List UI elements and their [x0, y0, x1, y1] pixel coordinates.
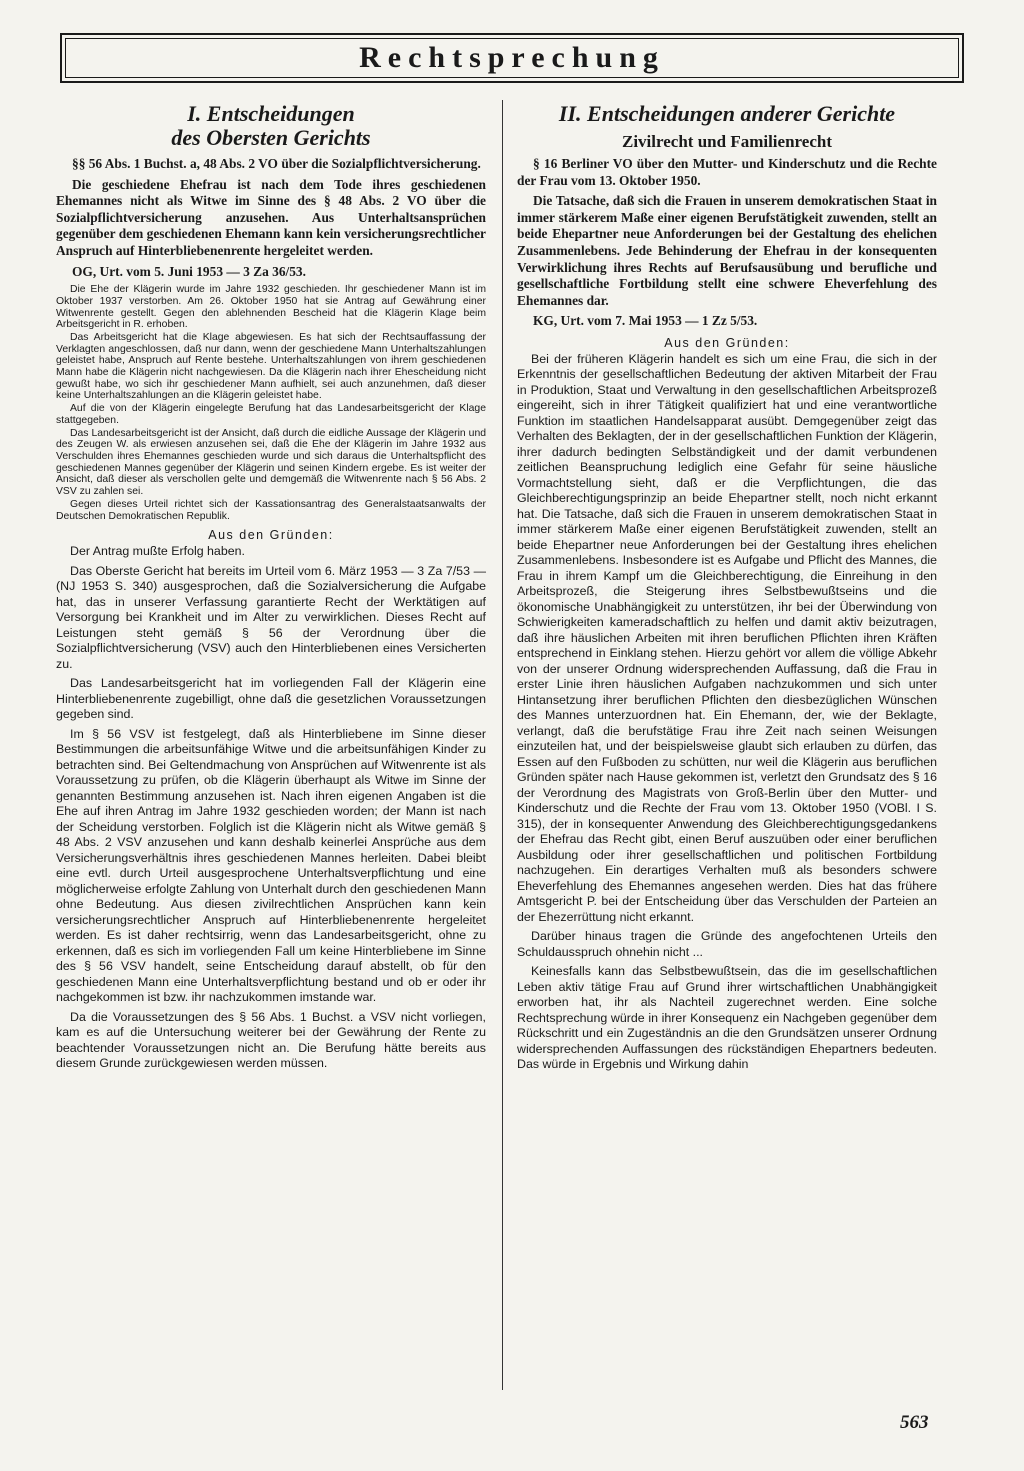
page-number: 563 — [900, 1412, 929, 1433]
left-grounds-heading: Aus den Gründen: — [208, 528, 334, 543]
right-grounds-paragraph: Bei der früheren Klägerin handelt es sich um eine Frau, die sich in der Erkenntnis der gesellschaftlichen Bedeutung der aktiven Mitarbeit der Frau in Produktion, Staat und Verwaltung in den gesellschaftlichen Arbeitsprozeß eingereiht, sich in ihrer Tätigkeit qualifiziert hat und eine verantwortliche Funktion im staatlichen Handelsapparat ausübt. Demgegenüber zeigt das Verhalten des Beklagten, der in der gesellschaftlichen Funktion der Klägerin, ihrer dadurch bedingten Selbständigkeit und der damit verbundenen zeitlichen Beanspruchung lediglich eine Gefahr für seine häusliche Vormachtstellung sieht, daß er die Verpflichtungen, die das Gleichberechtigungsprinzip an beide Ehepartner stellt, noch nicht erkannt hat. Die Tatsache, daß sich die Frauen in unserem demokratischen Staat in immer stärkerem Maße einer eigenen Berufstätigkeit zuwenden, stellt an beide Ehepartner neue Anforderungen bei der Gestaltung ihres ehelichen Zusammenlebens. Insbesondere ist es Aufgabe und Pflicht des Mannes, die Frau in ihrem Kampf um die Gleichberechtigung, die Einreihung in den Arbeitsprozeß, die Steigerung ihres Selbstbewußtseins und die ökonomische Unabhängigkeit zu unterstützen, ihr bei der Überwindung von Schwierigkeiten kameradschaftlich zu helfen und damit aktiv beizutragen, daß ihre häuslichen Arbeiten mit ihren beruflichen Pflichten ihren Kräften entsprechend in Einklang stehen. Hierzu gehört vor allem die völlige Abkehr von der unserer Ordnung widersprechenden Auffassung, daß die Frau in erster Linie ihren häuslichen Aufgaben nachzukommen und sich unter Hintansetzung ihrer beruflichen Pflichten den diesbezüglichen Wünschen des Mannes unterzuordnen hat. Ein Ehemann, der, wie der Beklagte, verlangt, daß die berufstätige Frau ihre Zeit nach seinen Weisungen einzuteilen hat, und der beispielsweise glaubt sich erlauben zu dürfen, das Essen auf den Fußboden zu schütten, nur weil die Klägerin aus beruflichen Gründen später nach Hause gekommen ist, verletzt den Grundsatz des § 16 der Verordnung des Magistrats von Groß-Berlin über den Mutter- und Kinderschutz und die Rechte der Frau vom 13. Oktober 1950 (VOBl. I S. 315), der in konsequenter Anwendung des Gleichberechtigungsgedankens der Ehefrau das Recht gibt, einen Beruf auszuüben oder einer beruflichen Ausbildung oder ihrer gesellschaftlichen und politischen Fortbildung nachzugehen. Ein derartiges Verhalten muß als besonders schwere Eheverfehlung des Ehemannes angesehen werden. Dies hat das frühere Amtsgericht P. bei der Entscheidung über das Verschulden der Parteien an der Ehezerrüttung nicht erkannt. — [517, 351, 937, 924]
right-statute: § 16 Berliner VO über den Mutter- und Kinderschutz und die Rechte der Frau vom 13. Oktober 1950. — [517, 156, 937, 188]
left-headnote: Die geschiedene Ehefrau ist nach dem Tode ihres geschiedenen Ehemannes nicht als Witwe im Sinne des § 48 Abs. 2 VO über die Sozialpflichtversicherung anzusehen. Aus Unterhaltsansprüchen gegenüber dem geschiedenen Ehemann kann kein versicherungsrechtlicher Anspruch auf Hinterbliebenenrente hergeleitet werden. — [56, 176, 486, 258]
left-facts-paragraph: Die Ehe der Klägerin wurde im Jahre 1932 geschieden. Ihr geschiedener Mann ist im Oktober 1937 verstorben. Am 26. Oktober 1950 hat sie Antrag auf Gewährung einer Witwenrente gestellt. Gegen den ablehnenden Bescheid hat die Klägerin Klage beim Arbeitsgericht in R. erhoben. — [56, 284, 486, 331]
left-column — [56, 100, 486, 1076]
left-facts-paragraph: Das Arbeitsgericht hat die Klage abgewiesen. Es hat sich der Rechtsauffassung der Verklagten angeschlossen, daß nur dann, wenn der geschiedene Mann Unterhaltszahlungen geleistet habe, Anspruch auf Rente bestehe. Unterhaltszahlungen von ihrem geschiedenen Mann habe die Klägerin nicht nachgewiesen. Da die Klägerin nach ihrer Ehescheidung nicht gewußt habe, wo sich ihr geschiedener Mann aufhielt, sei auch anzunehmen, daß dieser keine Unterhaltszahlungen an die Klägerin geleistet habe. — [56, 331, 486, 402]
left-facts-paragraph: Gegen dieses Urteil richtet sich der Kassationsantrag des Generalstaatsanwalts der Deutschen Demokratischen Republik. — [56, 498, 486, 522]
left-statute: §§ 56 Abs. 1 Buchst. a, 48 Abs. 2 VO über die Sozialpflichtversicherung. — [72, 156, 481, 171]
right-grounds-paragraph: Keinesfalls kann das Selbstbewußtsein, das die im gesellschaftlichen Leben aktiv tätige Frau auf Grund ihrer wirtschaftlichen Unabhängigkeit erworben hat, ihr als Nachteil zugerechnet werden. Eine solche Rechtsprechung würde in ihrer Konsequenz ein Nachgeben gegenüber dem Rückschritt und ein Zugeständnis an die den Grundsätzen unserer Ordnung widersprechenden Auffassungen des rückständigen Ehepartners bedeuten. Das würde in Ergebnis und Wirkung dahin — [517, 964, 937, 1072]
right-grounds-heading: Aus den Gründen: — [664, 335, 790, 350]
right-citation: KG, Urt. vom 7. Mai 1953 — 1 Zz 5/53. — [533, 313, 758, 329]
right-column — [517, 100, 937, 1077]
section-title: Rechtsprechung — [359, 41, 665, 74]
left-heading — [56, 102, 486, 150]
section-title-box — [60, 33, 964, 83]
left-heading-line2: des Obersten Gerichts — [171, 125, 371, 150]
left-grounds-paragraph: Der Antrag mußte Erfolg haben. — [70, 544, 245, 559]
right-grounds-paragraph: Darüber hinaus tragen die Gründe des angefochtenen Urteils den Schuldausspruch ohnehin nicht ... — [517, 929, 937, 959]
left-grounds-paragraph: Das Landesarbeitsgericht hat im vorliegenden Fall der Klägerin eine Hinterbliebenenrente zugebilligt, ohne daß die gesetzlichen Voraussetzungen gegeben sind. — [56, 676, 486, 722]
right-headnote: Die Tatsache, daß sich die Frauen in unserem demokratischen Staat in immer stärkerem Maße einer eigenen Berufstätigkeit zuwenden, stellt an beide Ehepartner neue Anforderungen bei der Gestaltung des ehelichen Zusammenlebens. Jede Behinderung der Ehefrau in der konsequenten Verwirklichung ihres Rechts auf Berufsausübung und berufliche und gesellschaftliche Fortbildung stellt eine schwere Eheverfehlung des Ehemannes dar. — [517, 193, 937, 308]
left-grounds-paragraph: Das Oberste Gericht hat bereits im Urteil vom 6. März 1953 — 3 Za 7/53 — (NJ 1953 S. 340) ausgesprochen, daß die Sozialversicherung die Aufgabe hat, das in unserer Verfassung garantierte Recht der Werktätigen auf Versorgung bei Krankheit und im Alter zu verwirklichen. Dieses Recht auf Leistungen steht gemäß § 56 der Verordnung über die Sozialpflichtversicherung (VSV) auch den Hinterbliebenen eines Versicherten zu. — [56, 563, 486, 671]
right-subheading: Zivilrecht und Familienrecht — [622, 132, 832, 151]
left-facts-paragraph: Das Landesarbeitsgericht ist der Ansicht, daß durch die eidliche Aussage der Klägerin und des Zeugen W. als erwiesen anzusehen sei, daß die Ehe der Klägerin im Jahre 1932 aus Verschulden ihres Ehemannes geschieden wurde und sich daraus die Unterhaltspflicht des geschiedenen Mannes gegenüber der Klägerin und seinen Kindern ergebe. Es ist weiter der Ansicht, daß dieser als verschollen gelte und demgemäß die Witwenrente nach § 56 Abs. 2 VSV zu zahlen sei. — [56, 427, 486, 498]
left-heading-line1: I. Entscheidungen — [187, 101, 355, 126]
left-citation: OG, Urt. vom 5. Juni 1953 — 3 Za 36/53. — [72, 263, 306, 279]
left-facts-paragraph: Auf die von der Klägerin eingelegte Berufung hat das Landesarbeitsgericht der Klage stattgegeben. — [56, 403, 486, 426]
left-grounds-paragraph: Da die Voraussetzungen des § 56 Abs. 1 Buchst. a VSV nicht vorliegen, kam es auf die Untersuchung weiterer bei der Gewährung der Rente zu beachtender Voraussetzungen nicht an. Die Berufung hätte bereits aus diesem Grunde zurückgewiesen werden müssen. — [56, 1009, 486, 1071]
column-divider — [502, 100, 503, 1390]
right-heading: II. Entscheidungen anderer Gerichte — [558, 101, 896, 126]
left-grounds-paragraph: Im § 56 VSV ist festgelegt, daß als Hinterbliebene im Sinne dieser Bestimmungen die arbeitsunfähige Witwe und die arbeitsunfähigen Kinder zu betrachten sind. Bei Geltendmachung von Ansprüchen auf Witwenrente ist als Voraussetzung zu prüfen, ob die Klägerin überhaupt als Witwe im Sinne der genannten Bestimmung anzusehen ist. Nach ihren eigenen Angaben ist die Ehe auf ihren Antrag im Jahre 1932 geschieden worden; der Mann ist nach der Scheidung verstorben. Folglich ist die Klägerin nicht als Witwe gemäß § 48 Abs. 2 VSV anzusehen und kann deshalb keinerlei Ansprüche aus dem Versicherungsverhältnis ihres geschiedenen Mannes herleiten. Dabei bleibt eine evtl. durch Urteil ausgesprochene Unterhaltsverpflichtung und eine möglicherweise erfolgte Zahlung von Unterhalt durch den geschiedenen Mann ohne Bedeutung. Aus diesen zivilrechtlichen Ansprüchen kann kein versicherungsrechtlicher Anspruch auf Hinterbliebenenrente hergeleitet werden. Es ist daher rechtsirrig, wenn das Landesarbeitsgericht, ohne zu erkennen, daß es sich im vorliegenden Fall um keine Hinterbliebene im Sinne des § 56 VSV handelt, seine Entscheidung darauf abstellt, ob für den geschiedenen Mann eine Unterhaltsverpflichtung bestand und ob er oder ihr nachgekommen ist bzw. ihr nachzukommen imstande war. — [56, 726, 486, 1005]
